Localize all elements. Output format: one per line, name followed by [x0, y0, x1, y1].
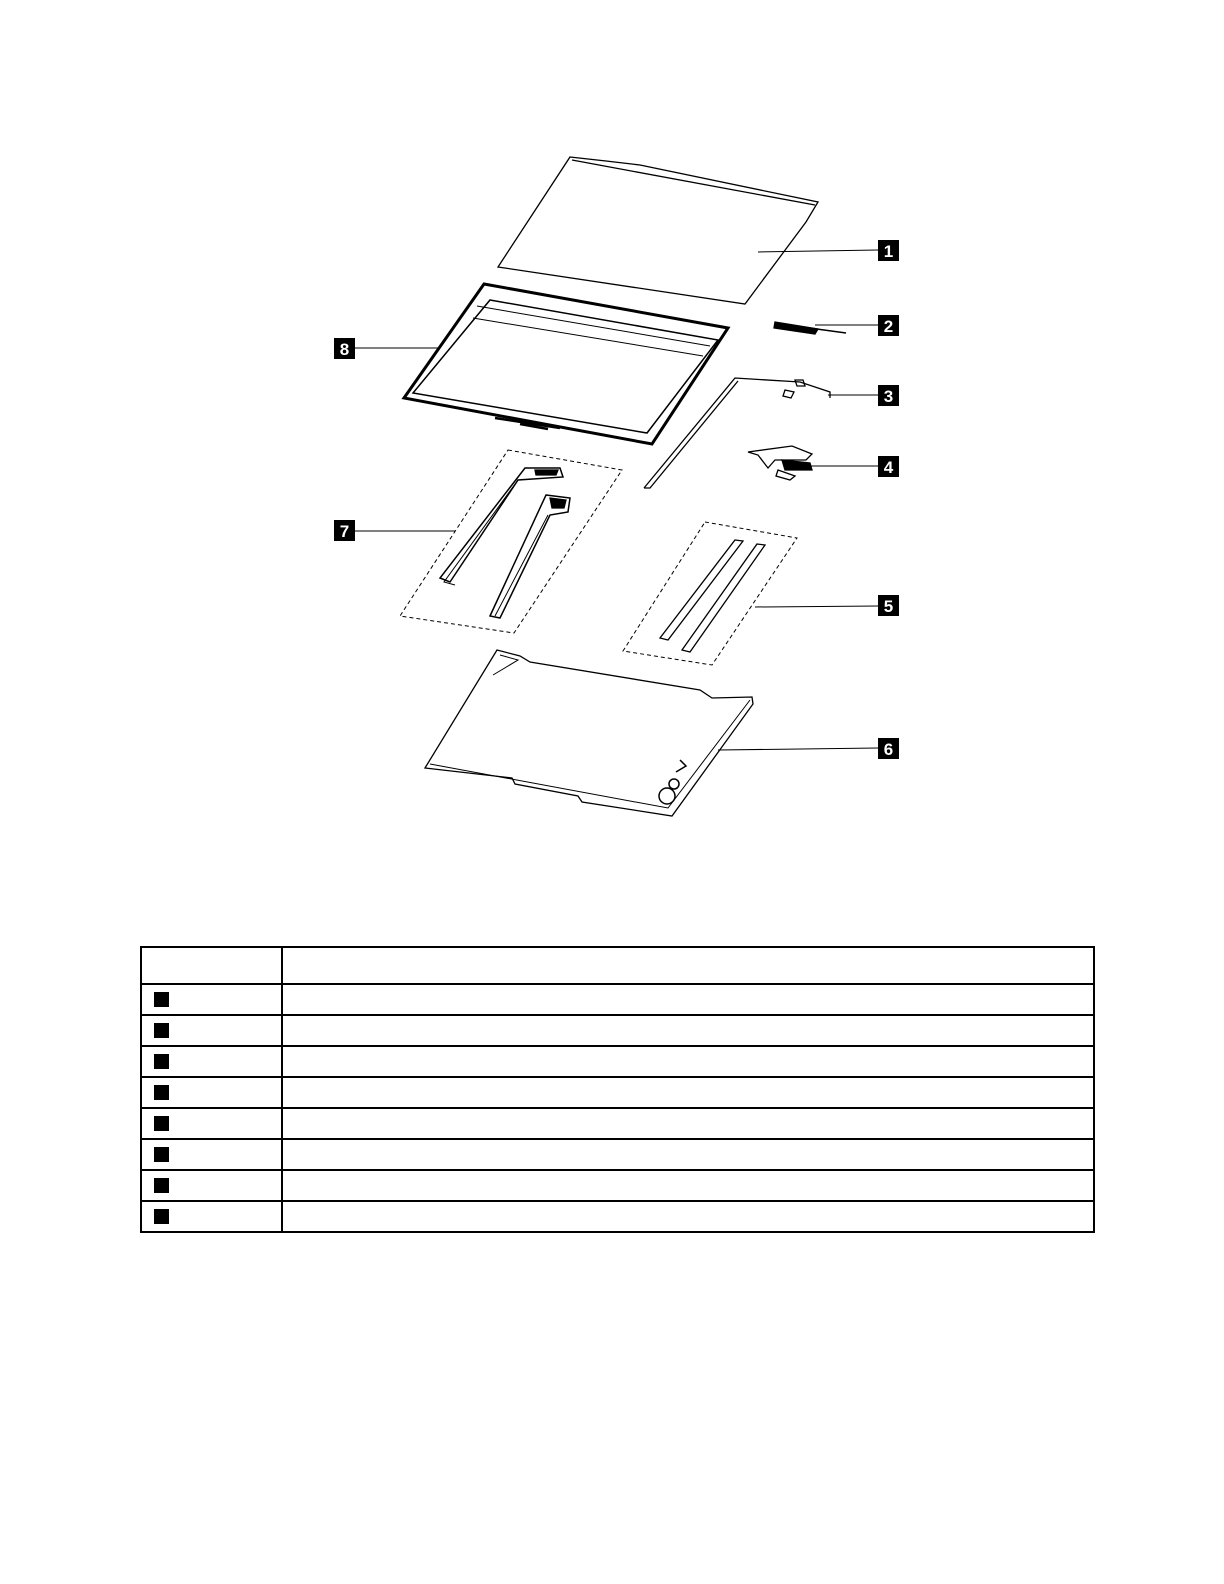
- black-square-marker: [154, 992, 169, 1007]
- callout-5: [878, 595, 899, 616]
- row-marker-cell: [141, 1139, 282, 1170]
- callout-3: [878, 385, 899, 406]
- rear-cover-part: [425, 650, 753, 816]
- row-description-cell: [282, 1201, 1094, 1232]
- table-row: [141, 1077, 1094, 1108]
- antenna-cable-part: [644, 378, 830, 488]
- callout-6-label: 6: [883, 740, 894, 759]
- row-description-cell: [282, 1015, 1094, 1046]
- header-cell-index: [141, 947, 282, 984]
- callout-7-label: 7: [339, 522, 350, 541]
- row-marker-cell: [141, 1201, 282, 1232]
- callout-2: [878, 315, 899, 336]
- callout-8: [334, 338, 355, 359]
- black-square-marker: [154, 1209, 169, 1224]
- callout-6: [878, 738, 899, 759]
- black-square-marker: [154, 1085, 169, 1100]
- bezel-frame-part: [404, 284, 728, 444]
- cable-pair-part: [623, 522, 797, 665]
- table-row: [141, 984, 1094, 1015]
- row-marker-cell: [141, 1170, 282, 1201]
- bracket-board-part: [748, 446, 812, 480]
- callout-7: [334, 520, 355, 541]
- callout-2-label: 2: [883, 317, 894, 336]
- row-description-cell: [282, 1077, 1094, 1108]
- hinge-pair-part: [400, 450, 622, 633]
- callout-8-label: 8: [339, 340, 350, 359]
- black-square-marker: [154, 1116, 169, 1131]
- lcd-panel-part: [498, 157, 818, 304]
- table-row: [141, 1046, 1094, 1077]
- row-marker-cell: [141, 1077, 282, 1108]
- row-marker-cell: [141, 1046, 282, 1077]
- row-description-cell: [282, 1170, 1094, 1201]
- callout-1-label: 1: [883, 242, 894, 261]
- black-square-marker: [154, 1178, 169, 1193]
- row-description-cell: [282, 1139, 1094, 1170]
- black-square-marker: [154, 1147, 169, 1162]
- table-row: [141, 1139, 1094, 1170]
- parts-list-table: [140, 946, 1095, 1233]
- black-square-marker: [154, 1054, 169, 1069]
- row-description-cell: [282, 984, 1094, 1015]
- row-marker-cell: [141, 1015, 282, 1046]
- row-marker-cell: [141, 984, 282, 1015]
- row-marker-cell: [141, 1108, 282, 1139]
- callout-3-label: 3: [883, 387, 894, 406]
- black-square-marker: [154, 1023, 169, 1038]
- callout-5-label: 5: [883, 597, 894, 616]
- row-description-cell: [282, 1108, 1094, 1139]
- camera-module-part: [774, 322, 846, 334]
- table-row: [141, 1108, 1094, 1139]
- callout-4-label: 4: [883, 458, 894, 477]
- table-header-row: [141, 947, 1094, 984]
- table-row: [141, 1170, 1094, 1201]
- table-row: [141, 1201, 1094, 1232]
- header-cell-description: [282, 947, 1094, 984]
- leader-lines: [355, 250, 878, 750]
- callout-1: [878, 240, 899, 261]
- row-description-cell: [282, 1046, 1094, 1077]
- callout-4: [878, 456, 899, 477]
- table-row: [141, 1015, 1094, 1046]
